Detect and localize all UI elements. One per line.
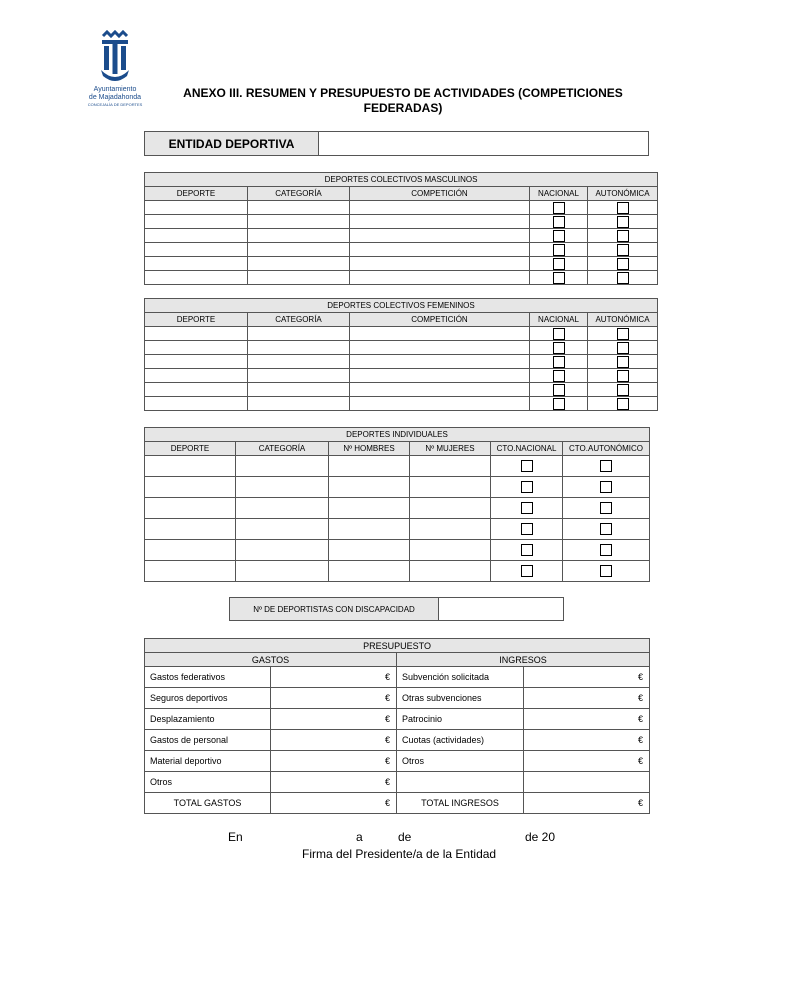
table-row xyxy=(145,369,658,383)
cto-autonomico-cell xyxy=(563,540,650,561)
footer-en: En xyxy=(228,830,243,844)
individuales-title: DEPORTES INDIVIDUALES xyxy=(145,428,650,442)
cto-autonomico-cell xyxy=(563,498,650,519)
categoria-field[interactable] xyxy=(248,215,350,229)
autonomica-cell xyxy=(588,271,658,285)
nacional-cell xyxy=(530,383,588,397)
cto-nacional-checkbox[interactable] xyxy=(521,481,533,493)
competicion-field[interactable] xyxy=(350,341,530,355)
autonomica-checkbox[interactable] xyxy=(617,230,629,242)
entity-table xyxy=(144,131,649,156)
gasto-label: Seguros deportivos xyxy=(145,688,271,709)
masculinos-rows xyxy=(145,201,658,285)
hombres-field[interactable] xyxy=(329,561,410,582)
gasto-label: Material deportivo xyxy=(145,751,271,772)
ingreso-amount-field[interactable] xyxy=(524,751,650,772)
table-row xyxy=(145,243,658,257)
hombres-field[interactable] xyxy=(329,456,410,477)
nacional-cell xyxy=(530,243,588,257)
ingreso-amount-field[interactable] xyxy=(524,709,650,730)
logo-line-1: Ayuntamiento xyxy=(93,86,137,93)
gasto-amount-field[interactable] xyxy=(271,751,397,772)
mujeres-field[interactable] xyxy=(410,477,491,498)
col-header: COMPETICIÓN xyxy=(350,187,530,201)
nacional-cell xyxy=(530,271,588,285)
euro-symbol: € xyxy=(384,777,390,787)
cto-autonomico-checkbox[interactable] xyxy=(600,481,612,493)
title-line-2: FEDERADAS) xyxy=(363,101,443,115)
categoria-field[interactable] xyxy=(248,383,350,397)
nacional-cell xyxy=(530,201,588,215)
euro-symbol: € xyxy=(384,693,390,703)
categoria-field[interactable] xyxy=(248,243,350,257)
nacional-checkbox[interactable] xyxy=(553,356,565,368)
presupuesto-title: PRESUPUESTO xyxy=(145,639,650,653)
deporte-field[interactable] xyxy=(145,229,248,243)
nacional-cell xyxy=(530,369,588,383)
categoria-field[interactable] xyxy=(236,498,329,519)
cto-nacional-cell xyxy=(491,540,563,561)
competicion-field[interactable] xyxy=(350,383,530,397)
deporte-field[interactable] xyxy=(145,341,248,355)
cto-autonomico-checkbox[interactable] xyxy=(600,523,612,535)
competicion-field[interactable] xyxy=(350,369,530,383)
total-ingresos-label: TOTAL INGRESOS xyxy=(397,793,524,814)
euro-symbol: € xyxy=(384,735,390,745)
deporte-field[interactable] xyxy=(145,355,248,369)
table-row xyxy=(145,477,650,498)
cto-nacional-checkbox[interactable] xyxy=(521,502,533,514)
deporte-field[interactable] xyxy=(145,271,248,285)
euro-symbol: € xyxy=(638,735,644,745)
autonomica-cell xyxy=(588,383,658,397)
nacional-checkbox[interactable] xyxy=(553,202,565,214)
ingreso-amount-field[interactable] xyxy=(524,730,650,751)
autonomica-checkbox[interactable] xyxy=(617,384,629,396)
ingreso-amount-field[interactable] xyxy=(524,667,650,688)
femeninos-table xyxy=(144,298,658,411)
nacional-cell xyxy=(530,215,588,229)
euro-symbol: € xyxy=(638,756,644,766)
ingreso-amount-field[interactable] xyxy=(524,688,650,709)
categoria-field[interactable] xyxy=(248,271,350,285)
total-gastos-field[interactable] xyxy=(271,793,397,814)
autonomica-checkbox[interactable] xyxy=(617,258,629,270)
autonomica-checkbox[interactable] xyxy=(617,342,629,354)
euro-symbol: € xyxy=(638,714,644,724)
euro-symbol: € xyxy=(384,798,390,808)
hombres-field[interactable] xyxy=(329,519,410,540)
nacional-cell xyxy=(530,355,588,369)
hombres-field[interactable] xyxy=(329,540,410,561)
nacional-checkbox[interactable] xyxy=(553,328,565,340)
competicion-field[interactable] xyxy=(350,215,530,229)
nacional-checkbox[interactable] xyxy=(553,272,565,284)
autonomica-cell xyxy=(588,243,658,257)
deporte-field[interactable] xyxy=(145,383,248,397)
ingreso-label: Patrocinio xyxy=(397,709,524,730)
table-row xyxy=(145,772,650,793)
footer-de20: de 20 xyxy=(525,830,556,844)
deporte-field[interactable] xyxy=(145,369,248,383)
discapacidad-field[interactable] xyxy=(439,598,564,621)
col-header: Nº MUJERES xyxy=(410,442,491,456)
categoria-field[interactable] xyxy=(236,561,329,582)
nacional-checkbox[interactable] xyxy=(553,370,565,382)
ingresos-header: INGRESOS xyxy=(397,653,650,667)
cto-autonomico-cell xyxy=(563,561,650,582)
autonomica-checkbox[interactable] xyxy=(617,398,629,410)
categoria-field[interactable] xyxy=(236,456,329,477)
autonomica-cell xyxy=(588,327,658,341)
table-row xyxy=(145,327,658,341)
ingreso-label: Subvención solicitada xyxy=(397,667,524,688)
total-gastos-label: TOTAL GASTOS xyxy=(145,793,271,814)
deporte-field[interactable] xyxy=(145,327,248,341)
autonomica-cell xyxy=(588,355,658,369)
cto-nacional-cell xyxy=(491,477,563,498)
col-header: CATEGORÍA xyxy=(248,187,350,201)
footer-de: de xyxy=(398,830,412,844)
col-header: NACIONAL xyxy=(530,187,588,201)
euro-symbol: € xyxy=(384,756,390,766)
deporte-field[interactable] xyxy=(145,243,248,257)
logo-line-3: CONCEJALÍA DE DEPORTES xyxy=(87,102,143,107)
cto-nacional-cell xyxy=(491,519,563,540)
table-row xyxy=(145,355,658,369)
table-row xyxy=(145,519,650,540)
nacional-checkbox[interactable] xyxy=(553,230,565,242)
nacional-checkbox[interactable] xyxy=(553,216,565,228)
mujeres-field[interactable] xyxy=(410,540,491,561)
deporte-field[interactable] xyxy=(145,257,248,271)
euro-symbol: € xyxy=(384,714,390,724)
nacional-checkbox[interactable] xyxy=(553,244,565,256)
competicion-field[interactable] xyxy=(350,327,530,341)
table-row xyxy=(145,540,650,561)
table-row xyxy=(145,397,658,411)
categoria-field[interactable] xyxy=(248,201,350,215)
ingreso-label: Otros xyxy=(397,751,524,772)
deporte-field[interactable] xyxy=(145,540,236,561)
autonomica-cell xyxy=(588,397,658,411)
cto-nacional-cell xyxy=(491,456,563,477)
competicion-field[interactable] xyxy=(350,397,530,411)
nacional-cell xyxy=(530,397,588,411)
autonomica-checkbox[interactable] xyxy=(617,272,629,284)
table-row xyxy=(145,498,650,519)
autonomica-checkbox[interactable] xyxy=(617,328,629,340)
euro-symbol: € xyxy=(638,672,644,682)
col-header: CTO.AUTONÓMICO xyxy=(563,442,650,456)
gasto-amount-field[interactable] xyxy=(271,709,397,730)
deporte-field[interactable] xyxy=(145,456,236,477)
gasto-label: Gastos federativos xyxy=(145,667,271,688)
cto-nacional-checkbox[interactable] xyxy=(521,460,533,472)
cto-autonomico-cell xyxy=(563,519,650,540)
total-ingresos-field[interactable] xyxy=(524,793,650,814)
col-header: CATEGORÍA xyxy=(236,442,329,456)
cto-autonomico-checkbox[interactable] xyxy=(600,544,612,556)
table-row xyxy=(145,751,650,772)
autonomica-checkbox[interactable] xyxy=(617,244,629,256)
masculinos-title: DEPORTES COLECTIVOS MASCULINOS xyxy=(145,173,658,187)
competicion-field[interactable] xyxy=(350,355,530,369)
nacional-cell xyxy=(530,341,588,355)
col-header: CTO.NACIONAL xyxy=(491,442,563,456)
deporte-field[interactable] xyxy=(145,561,236,582)
cto-nacional-checkbox[interactable] xyxy=(521,544,533,556)
gasto-label: Otros xyxy=(145,772,271,793)
categoria-field[interactable] xyxy=(236,477,329,498)
title-line-1: ANEXO III. RESUMEN Y PRESUPUESTO DE ACTIVIDADES (COMPETICIONES xyxy=(183,86,623,100)
femeninos-title: DEPORTES COLECTIVOS FEMENINOS xyxy=(145,299,658,313)
individuales-table xyxy=(144,427,650,582)
nacional-cell xyxy=(530,327,588,341)
col-header: AUTONÓMICA xyxy=(588,313,658,327)
categoria-field[interactable] xyxy=(248,369,350,383)
entity-label: ENTIDAD DEPORTIVA xyxy=(145,132,319,156)
col-header: CATEGORÍA xyxy=(248,313,350,327)
categoria-field[interactable] xyxy=(248,355,350,369)
col-header: DEPORTE xyxy=(145,187,248,201)
categoria-field[interactable] xyxy=(248,341,350,355)
table-row xyxy=(145,215,658,229)
autonomica-cell xyxy=(588,341,658,355)
categoria-field[interactable] xyxy=(248,397,350,411)
table-row xyxy=(145,456,650,477)
entity-field[interactable] xyxy=(319,132,649,156)
cto-autonomico-checkbox[interactable] xyxy=(600,565,612,577)
cto-autonomico-cell xyxy=(563,477,650,498)
table-row xyxy=(145,383,658,397)
autonomica-checkbox[interactable] xyxy=(617,216,629,228)
cto-autonomico-cell xyxy=(563,456,650,477)
individuales-rows xyxy=(145,456,650,582)
cto-nacional-cell xyxy=(491,498,563,519)
col-header: AUTONÓMICA xyxy=(588,187,658,201)
autonomica-checkbox[interactable] xyxy=(617,202,629,214)
categoria-field[interactable] xyxy=(248,257,350,271)
categoria-field[interactable] xyxy=(248,327,350,341)
autonomica-cell xyxy=(588,229,658,243)
mujeres-field[interactable] xyxy=(410,498,491,519)
hombres-field[interactable] xyxy=(329,498,410,519)
ingreso-label: Otras subvenciones xyxy=(397,688,524,709)
masculinos-table xyxy=(144,172,658,285)
gasto-label: Gastos de personal xyxy=(145,730,271,751)
competicion-field[interactable] xyxy=(350,257,530,271)
logo xyxy=(80,30,150,110)
page-title xyxy=(150,86,656,116)
categoria-field[interactable] xyxy=(248,229,350,243)
table-row xyxy=(145,271,658,285)
mujeres-field[interactable] xyxy=(410,519,491,540)
deporte-field[interactable] xyxy=(145,519,236,540)
table-row xyxy=(145,667,650,688)
categoria-field[interactable] xyxy=(236,519,329,540)
table-row xyxy=(145,229,658,243)
nacional-cell xyxy=(530,257,588,271)
table-row xyxy=(145,561,650,582)
deporte-field[interactable] xyxy=(145,498,236,519)
gasto-amount-field[interactable] xyxy=(271,688,397,709)
logo-line-2: de Majadahonda xyxy=(88,94,142,101)
categoria-field[interactable] xyxy=(236,540,329,561)
discapacidad-table xyxy=(229,597,564,621)
autonomica-checkbox[interactable] xyxy=(617,370,629,382)
presupuesto-rows xyxy=(145,667,650,793)
gasto-amount-field[interactable] xyxy=(271,730,397,751)
table-row xyxy=(145,730,650,751)
deporte-field[interactable] xyxy=(145,201,248,215)
cto-nacional-cell xyxy=(491,561,563,582)
gasto-label: Desplazamiento xyxy=(145,709,271,730)
col-header: NACIONAL xyxy=(530,313,588,327)
ingreso-amount-field[interactable] xyxy=(524,772,650,793)
deporte-field[interactable] xyxy=(145,397,248,411)
cto-autonomico-checkbox[interactable] xyxy=(600,460,612,472)
competicion-field[interactable] xyxy=(350,271,530,285)
mujeres-field[interactable] xyxy=(410,456,491,477)
table-row xyxy=(145,341,658,355)
deporte-field[interactable] xyxy=(145,215,248,229)
cto-nacional-checkbox[interactable] xyxy=(521,565,533,577)
competicion-field[interactable] xyxy=(350,229,530,243)
presupuesto-table xyxy=(144,638,650,814)
autonomica-checkbox[interactable] xyxy=(617,356,629,368)
footer-firma: Firma del Presidente/a de la Entidad xyxy=(302,847,497,861)
table-row xyxy=(145,688,650,709)
gastos-header: GASTOS xyxy=(145,653,397,667)
nacional-checkbox[interactable] xyxy=(553,398,565,410)
autonomica-cell xyxy=(588,215,658,229)
euro-symbol: € xyxy=(384,672,390,682)
gasto-amount-field[interactable] xyxy=(271,772,397,793)
competicion-field[interactable] xyxy=(350,243,530,257)
cto-nacional-checkbox[interactable] xyxy=(521,523,533,535)
table-row xyxy=(145,257,658,271)
table-row xyxy=(145,709,650,730)
col-header: DEPORTE xyxy=(145,442,236,456)
ingreso-label xyxy=(397,772,524,793)
cto-autonomico-checkbox[interactable] xyxy=(600,502,612,514)
ingreso-label: Cuotas (actividades) xyxy=(397,730,524,751)
nacional-checkbox[interactable] xyxy=(553,342,565,354)
autonomica-cell xyxy=(588,257,658,271)
nacional-checkbox[interactable] xyxy=(553,384,565,396)
euro-symbol: € xyxy=(638,693,644,703)
gasto-amount-field[interactable] xyxy=(271,667,397,688)
col-header: Nº HOMBRES xyxy=(329,442,410,456)
competicion-field[interactable] xyxy=(350,201,530,215)
mujeres-field[interactable] xyxy=(410,561,491,582)
autonomica-cell xyxy=(588,369,658,383)
footer-a: a xyxy=(356,830,363,844)
autonomica-cell xyxy=(588,201,658,215)
col-header: DEPORTE xyxy=(145,313,248,327)
table-row xyxy=(145,201,658,215)
deporte-field[interactable] xyxy=(145,477,236,498)
col-header: COMPETICIÓN xyxy=(350,313,530,327)
discapacidad-label: Nº DE DEPORTISTAS CON DISCAPACIDAD xyxy=(230,598,439,621)
nacional-checkbox[interactable] xyxy=(553,258,565,270)
majadahonda-emblem-icon xyxy=(97,30,133,86)
femeninos-rows xyxy=(145,327,658,411)
hombres-field[interactable] xyxy=(329,477,410,498)
nacional-cell xyxy=(530,229,588,243)
euro-symbol: € xyxy=(638,798,644,808)
